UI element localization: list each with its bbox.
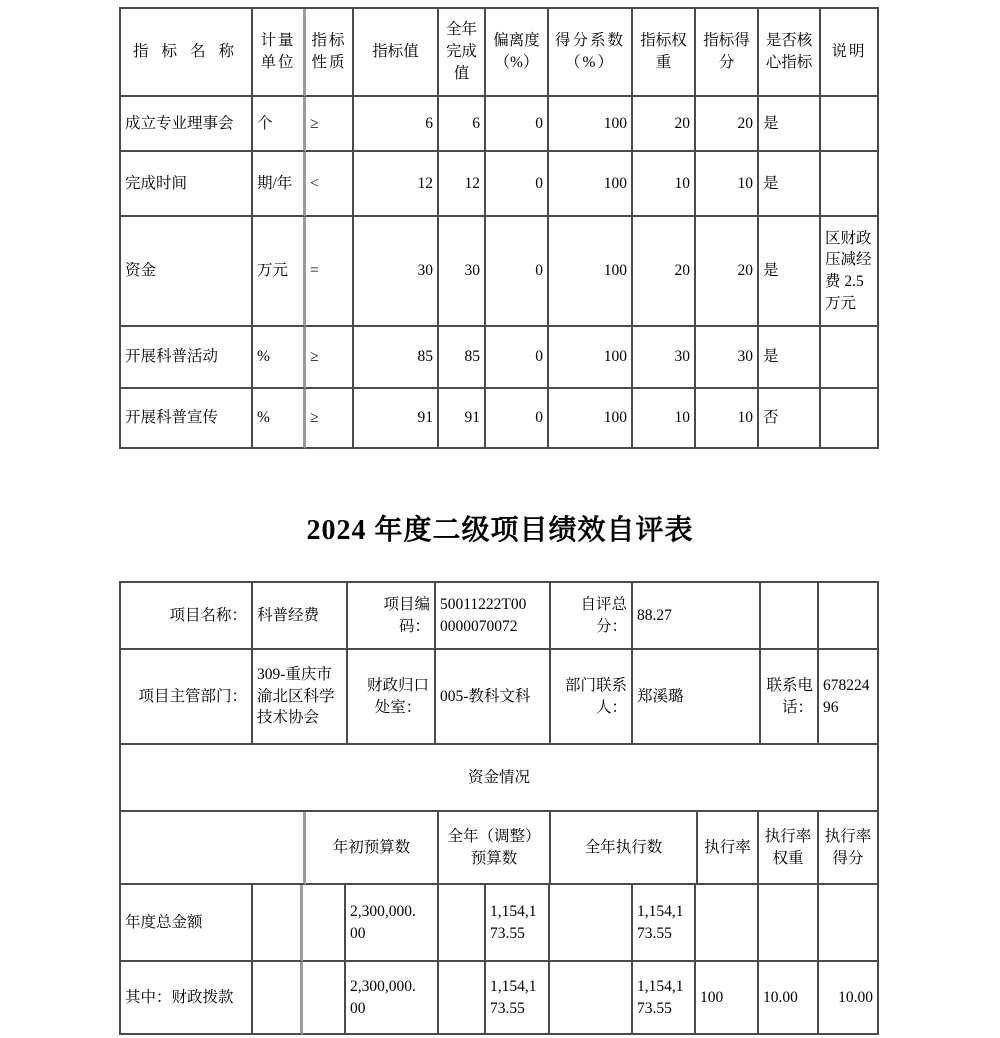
project-info-row-2 — [121, 650, 879, 745]
cell-empty — [253, 885, 303, 962]
cell-is-core: 否 — [759, 389, 821, 449]
cell-unit: 个 — [253, 97, 306, 152]
cell-empty — [303, 885, 346, 962]
cell-initial-budget — [346, 885, 439, 962]
header-completed-value: 全年完成值 — [439, 9, 486, 97]
label-project-code-text: 项目编码： — [383, 595, 430, 635]
indicator-table — [119, 7, 879, 449]
cell-nature: ≥ — [306, 389, 354, 449]
indicator-header-row — [121, 9, 879, 97]
indicator-row — [121, 217, 879, 327]
funds-row — [121, 962, 879, 1035]
cell-empty — [550, 962, 633, 1035]
label-contact-person: 部门联系人： — [551, 650, 633, 745]
cell-target-value: 6 — [354, 97, 439, 152]
cell-score: 30 — [696, 327, 759, 389]
cell-execution-rate — [696, 885, 759, 962]
cell-deviation: 0 — [486, 97, 549, 152]
cell-deviation: 0 — [486, 327, 549, 389]
cell-adjusted-budget-text: 1,154,173.55 — [490, 902, 537, 942]
cell-empty — [550, 885, 633, 962]
header-unit: 计量单位 — [253, 9, 306, 97]
cell-deviation: 0 — [486, 152, 549, 217]
cell-unit: 万元 — [253, 217, 306, 327]
label-project-code — [348, 583, 436, 650]
cell-score-coefficient: 100 — [549, 389, 633, 449]
cell-contact-phone-text: 67822496 — [823, 676, 870, 716]
cell-empty — [303, 962, 346, 1035]
cell-executed-amount-text: 1,154,173.55 — [637, 902, 684, 942]
cell-project-code — [436, 583, 551, 650]
project-table — [119, 581, 879, 1035]
cell-score: 20 — [696, 97, 759, 152]
indicator-row — [121, 327, 879, 389]
funds-section-title: 资金情况 — [121, 745, 879, 812]
cell-adjusted-budget — [486, 885, 550, 962]
cell-note — [821, 152, 879, 217]
cell-indicator-name: 成立专业理事会 — [121, 97, 253, 152]
indicator-row — [121, 389, 879, 449]
cell-note — [821, 97, 879, 152]
funds-header-row — [121, 812, 879, 885]
cell-score-coefficient: 100 — [549, 97, 633, 152]
cell-completed-value: 12 — [439, 152, 486, 217]
cell-score: 10 — [696, 389, 759, 449]
cell-completed-value: 6 — [439, 97, 486, 152]
cell-unit: % — [253, 327, 306, 389]
cell-supervising-department: 309-重庆市渝北区科学技术协会 — [253, 650, 348, 745]
indicator-row — [121, 97, 879, 152]
label-self-score-text: 自评总分： — [580, 595, 627, 635]
cell-target-value: 30 — [354, 217, 439, 327]
project-info-row-1 — [121, 583, 879, 650]
cell-nature: < — [306, 152, 354, 217]
cell-score-coefficient: 100 — [549, 217, 633, 327]
page-title: 2024 年度二级项目绩效自评表 — [306, 515, 694, 546]
cell-weight: 20 — [633, 217, 696, 327]
header-execution-rate: 执行率 — [698, 812, 759, 885]
cell-completed-value: 91 — [439, 389, 486, 449]
cell-indicator-name: 开展科普活动 — [121, 327, 253, 389]
cell-score: 20 — [696, 217, 759, 327]
cell-weight: 10 — [633, 389, 696, 449]
cell-indicator-name: 资金 — [121, 217, 253, 327]
cell-target-value: 12 — [354, 152, 439, 217]
cell-project-code-text: 50011222T000000070072 — [440, 595, 527, 635]
header-target-value: 指标值 — [354, 9, 439, 97]
cell-note — [821, 327, 879, 389]
cell-is-core: 是 — [759, 327, 821, 389]
cell-score: 10 — [696, 152, 759, 217]
cell-note — [821, 389, 879, 449]
cell-empty — [439, 885, 486, 962]
cell-completed-value: 30 — [439, 217, 486, 327]
cell-is-core: 是 — [759, 217, 821, 327]
cell-unit: % — [253, 389, 306, 449]
cell-execution-rate-score: 10.00 — [819, 962, 879, 1035]
label-supervising-department: 项目主管部门： — [121, 650, 253, 745]
header-nature: 指标性质 — [306, 9, 354, 97]
cell-empty — [761, 583, 819, 650]
header-is-core: 是否核心指标 — [759, 9, 821, 97]
cell-self-score: 88.27 — [633, 583, 761, 650]
cell-nature: ≥ — [306, 97, 354, 152]
cell-contact-person: 郑溪璐 — [633, 650, 761, 745]
header-indicator-name: 指标名称 — [121, 9, 253, 97]
cell-execution-rate-weight: 10.00 — [759, 962, 819, 1035]
cell-initial-budget — [346, 962, 439, 1035]
cell-finance-office: 005-教科文科 — [436, 650, 551, 745]
cell-weight: 10 — [633, 152, 696, 217]
label-project-name: 项目名称： — [121, 583, 253, 650]
cell-unit: 期/年 — [253, 152, 306, 217]
header-adjusted-budget: 全年（调整）预算数 — [439, 812, 551, 885]
funds-row — [121, 885, 879, 962]
cell-execution-rate: 100 — [696, 962, 759, 1035]
cell-executed-amount — [633, 962, 696, 1035]
indicator-row — [121, 152, 879, 217]
cell-empty — [439, 962, 486, 1035]
cell-score-coefficient: 100 — [549, 152, 633, 217]
label-finance-office-text: 财政归口处室： — [366, 676, 429, 716]
cell-execution-rate-score — [819, 885, 879, 962]
header-score: 指标得分 — [696, 9, 759, 97]
cell-adjusted-budget — [486, 962, 550, 1035]
header-weight: 指标权重 — [633, 9, 696, 97]
cell-target-value: 91 — [354, 389, 439, 449]
cell-deviation: 0 — [486, 389, 549, 449]
cell-deviation: 0 — [486, 217, 549, 327]
header-executed-amount: 全年执行数 — [551, 812, 698, 885]
cell-executed-amount — [633, 885, 696, 962]
cell-note: 区财政压减经费 2.5 万元 — [821, 217, 879, 327]
cell-is-core: 是 — [759, 97, 821, 152]
cell-nature: = — [306, 217, 354, 327]
label-finance-office — [348, 650, 436, 745]
header-execution-rate-weight: 执行率权重 — [759, 812, 819, 885]
cell-executed-amount-text: 1,154,173.55 — [637, 977, 684, 1017]
cell-indicator-name: 完成时间 — [121, 152, 253, 217]
label-contact-phone: 联系电话： — [761, 650, 819, 745]
header-note: 说明 — [821, 9, 879, 97]
cell-empty — [253, 962, 303, 1035]
cell-score-coefficient: 100 — [549, 327, 633, 389]
cell-is-core: 是 — [759, 152, 821, 217]
cell-funds-label: 年度总金额 — [121, 885, 253, 962]
label-self-score — [551, 583, 633, 650]
cell-funds-label: 其中：财政拨款 — [121, 962, 253, 1035]
cell-adjusted-budget-text: 1,154,173.55 — [490, 977, 537, 1017]
cell-nature: ≥ — [306, 327, 354, 389]
cell-empty — [819, 583, 879, 650]
header-score-coefficient: 得分系数（%） — [549, 9, 633, 97]
cell-target-value: 85 — [354, 327, 439, 389]
cell-project-name: 科普经费 — [253, 583, 348, 650]
cell-empty — [121, 812, 306, 885]
cell-completed-value: 85 — [439, 327, 486, 389]
cell-execution-rate-weight — [759, 885, 819, 962]
cell-weight: 20 — [633, 97, 696, 152]
cell-contact-phone — [819, 650, 879, 745]
cell-weight: 30 — [633, 327, 696, 389]
funds-section-row — [121, 745, 879, 812]
header-execution-rate-score: 执行率得分 — [819, 812, 879, 885]
header-initial-budget: 年初预算数 — [306, 812, 439, 885]
cell-initial-budget-text: 2,300,000.00 — [350, 902, 416, 942]
cell-indicator-name: 开展科普宣传 — [121, 389, 253, 449]
cell-initial-budget-text: 2,300,000.00 — [350, 977, 416, 1017]
header-deviation: 偏离度（%） — [486, 9, 549, 97]
